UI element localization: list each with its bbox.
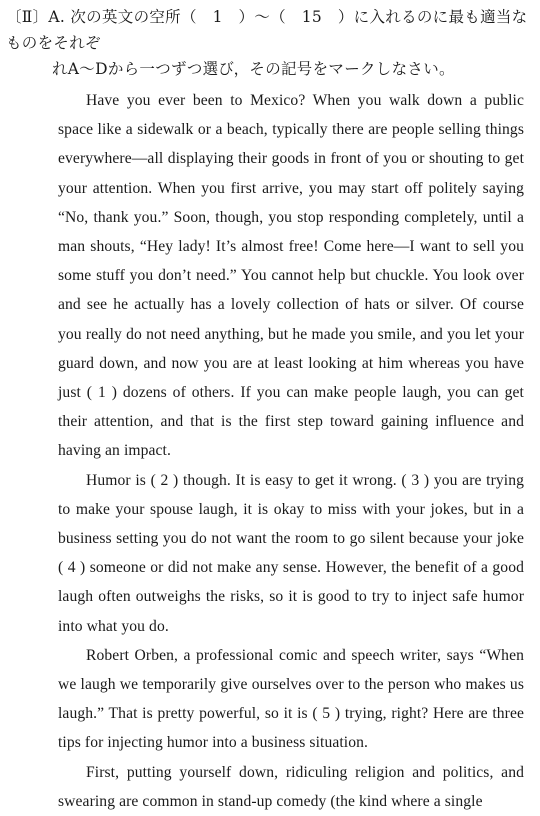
instruction-line-2: れA〜Dから一つずつ選び，その記号をマークしなさい。 [52,60,455,78]
instruction-line-1: 〔Ⅱ〕A. 次の英文の空所（ 1 ）〜（ 15 ）に入れるのに最も適当なものをそれぞ [6,8,528,52]
paragraph-2: Humor is ( 2 ) though. It is easy to get it wrong. ( 3 ) you are trying to make your spouse laugh, it is okay to miss with your jokes, but in a business setting you do not want the room to go silent because your joke ( 4 ) someone or did not make any sense. However, the benefit of a good laugh often outweighs the risks, so it is good to try to inject safe humor into what you do. [58,471,524,635]
paragraph-1: Have you ever been to Mexico? When you walk down a public space like a sidewalk or a beach, typically there are people selling things everywhere—all displaying their goods in front of you or shouting to get your attention. When you first arrive, you may start off politely saying “No, thank you.” Soon, though, you stop responding completely, until a man shouts, “Hey lady! It’s almost free! Come here—I want to sell you some stuff you don’t need.” You cannot help but chuckle. You look over and see he actually has a lovely collection of hats or silver. Of course you really do not need anything, but he made you smile, and you let your guard down, and now you are at least looking at him whereas you have just ( 1 ) dozens of others. If you can make people laugh, you can get their attention, and that is the first step toward gaining influence and having an impact. [58,92,524,460]
paragraph-3: Robert Orben, a professional comic and speech writer, says “When we laugh we temporarily give ourselves over to the person who makes us laugh.” That is pretty powerful, so it is ( 5 ) trying, right? Here are three tips for injecting humor into a business situation. [58,646,524,752]
question-header [6,4,534,82]
english-passage [58,86,524,816]
paragraph-4: First, putting yourself down, ridiculing religion and politics, and swearing are common in stand-up comedy (the kind where a single [58,763,524,810]
